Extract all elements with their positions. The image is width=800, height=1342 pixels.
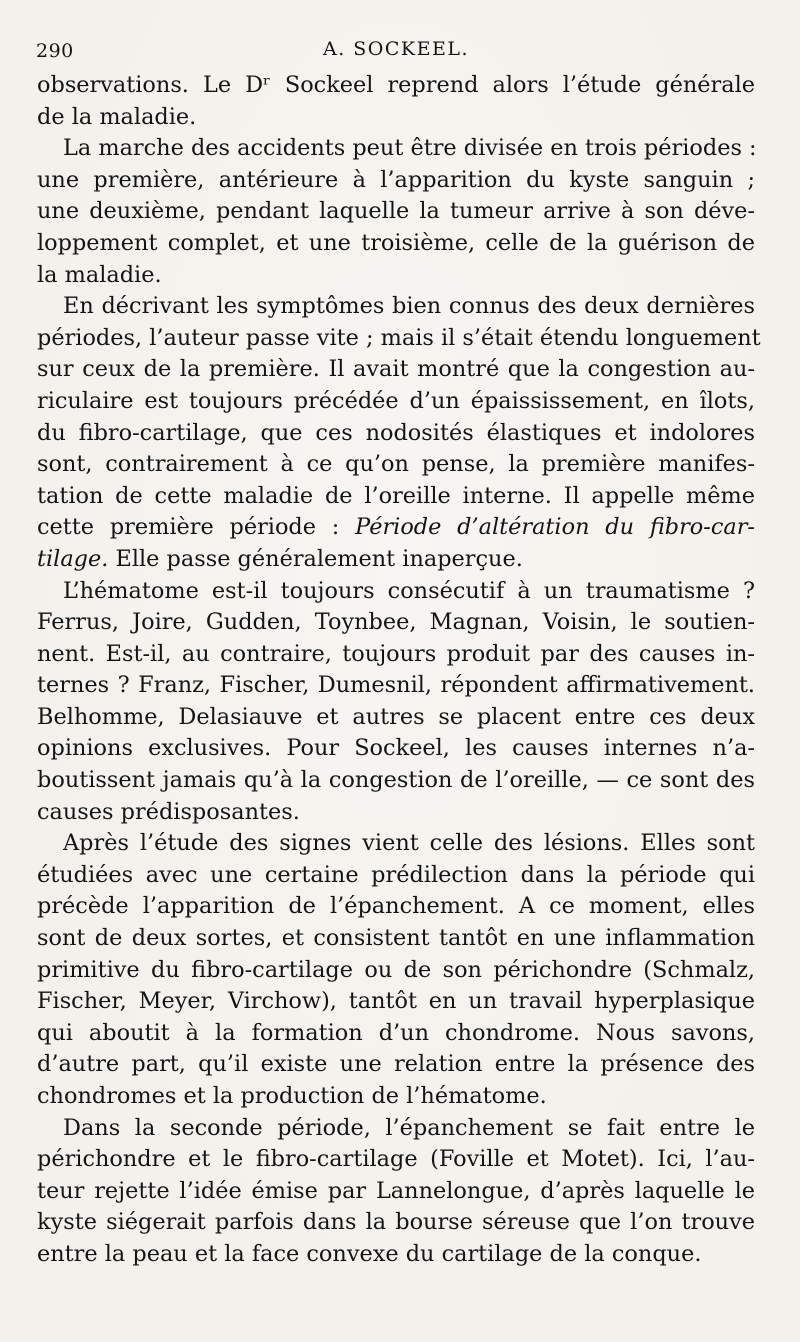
paragraph — [37, 576, 755, 829]
page-number: 290 — [36, 40, 74, 62]
text-line: primitive du fibro-cartilage ou de son périchondre (Schmalz, — [37, 956, 755, 983]
text-line: Ferrus, Joire, Gudden, Toynbee, Magnan, Voisin, le soutien- — [37, 609, 755, 636]
body-text — [37, 70, 761, 1271]
text-line: La marche des accidents peut être divisée en trois périodes : — [63, 135, 757, 162]
text-line: chondromes et la production de l’hématome. — [37, 1083, 547, 1109]
text-line: périodes, l’auteur passe vite ; mais il s’était étendu longuement — [37, 324, 761, 351]
text-line: opinions exclusives. Pour Sockeel, les causes internes n’a- — [37, 735, 755, 762]
paragraph — [37, 828, 755, 1112]
text-line-with-italic — [37, 544, 755, 576]
text-line: une deuxième, pendant laquelle la tumeur arrive à son déve- — [37, 198, 755, 225]
text-line: Belhomme, Delasiauve et autres se placent entre ces deux — [37, 703, 755, 730]
running-head: A. SOCKEEL. — [322, 38, 470, 60]
text-line-with-italic — [37, 512, 755, 544]
italic-title-end: tilage. — [37, 545, 109, 572]
text-line: entre la peau et la face convexe du cartilage de la conque. — [37, 1240, 702, 1267]
text-line: étudiées avec une certaine prédilection dans la période qui — [37, 861, 755, 888]
text-line: Dans la seconde période, l’épanchement se fait entre le — [63, 1114, 755, 1141]
text-line: la maladie. — [37, 261, 162, 288]
text-line: tation de cette maladie de l’oreille interne. Il appelle même — [37, 482, 755, 509]
text-line: sont, contrairement à ce qu’on pense, la première manifes- — [37, 451, 755, 478]
text-line: loppement complet, et une troisième, celle de la guérison de — [37, 229, 755, 256]
text-line: kyste siégerait parfois dans la bourse séreuse que l’on trouve — [37, 1209, 755, 1236]
paragraph — [37, 70, 755, 133]
text-line: L’hématome est-il toujours consécutif à un traumatisme ? — [63, 577, 755, 604]
text-line: périchondre et le fibro-cartilage (Foville et Motet). Ici, l’au- — [37, 1146, 755, 1173]
text-line: ternes ? Franz, Fischer, Dumesnil, répondent affirmativement. — [37, 672, 755, 699]
paragraph — [37, 133, 755, 291]
text-line: d’autre part, qu’il existe une relation entre la présence des — [37, 1051, 755, 1078]
text-line: teur rejette l’idée émise par Lannelongue, d’après laquelle le — [37, 1177, 755, 1204]
page-header — [36, 36, 756, 64]
text-line: nent. Est-il, au contraire, toujours produit par des causes in- — [37, 640, 755, 667]
text-line: observations. Le Dʳ Sockeel reprend alors l’étude générale — [37, 72, 755, 98]
text-line: qui aboutit à la formation d’un chondrome. Nous savons, — [37, 1019, 755, 1046]
text-line: sur ceux de la première. Il avait montré que la congestion au- — [37, 356, 755, 383]
text-line: du fibro-cartilage, que ces nodosités élastiques et indolores — [37, 419, 755, 446]
text-line: riculaire est toujours précédée d’un épaississement, en îlots, — [37, 387, 755, 414]
text-line: sont de deux sortes, et consistent tantôt en une inflammation — [37, 925, 755, 952]
text-line: En décrivant les symptômes bien connus des deux dernières — [63, 293, 755, 320]
paragraph — [37, 291, 761, 575]
text-line: boutissent jamais qu’à la congestion de l’oreille, — ce sont des — [37, 767, 755, 794]
text-segment: Elle passe généralement inaperçue. — [108, 545, 523, 572]
text-line: Après l’étude des signes vient celle des lésions. Elles sont — [63, 830, 755, 857]
text-line: précède l’apparition de l’épanchement. A ce moment, elles — [37, 893, 755, 920]
text-line: causes prédisposantes. — [37, 798, 300, 825]
text-segment: cette première période : — [37, 514, 356, 541]
text-line: Fischer, Meyer, Virchow), tantôt en un travail hyperplasique — [37, 988, 755, 1015]
italic-title: Période d’altération du fibro-car- — [355, 514, 755, 541]
text-line: de la maladie. — [37, 103, 197, 130]
text-line: une première, antérieure à l’apparition du kyste sanguin ; — [37, 166, 755, 193]
paragraph — [37, 1113, 755, 1271]
